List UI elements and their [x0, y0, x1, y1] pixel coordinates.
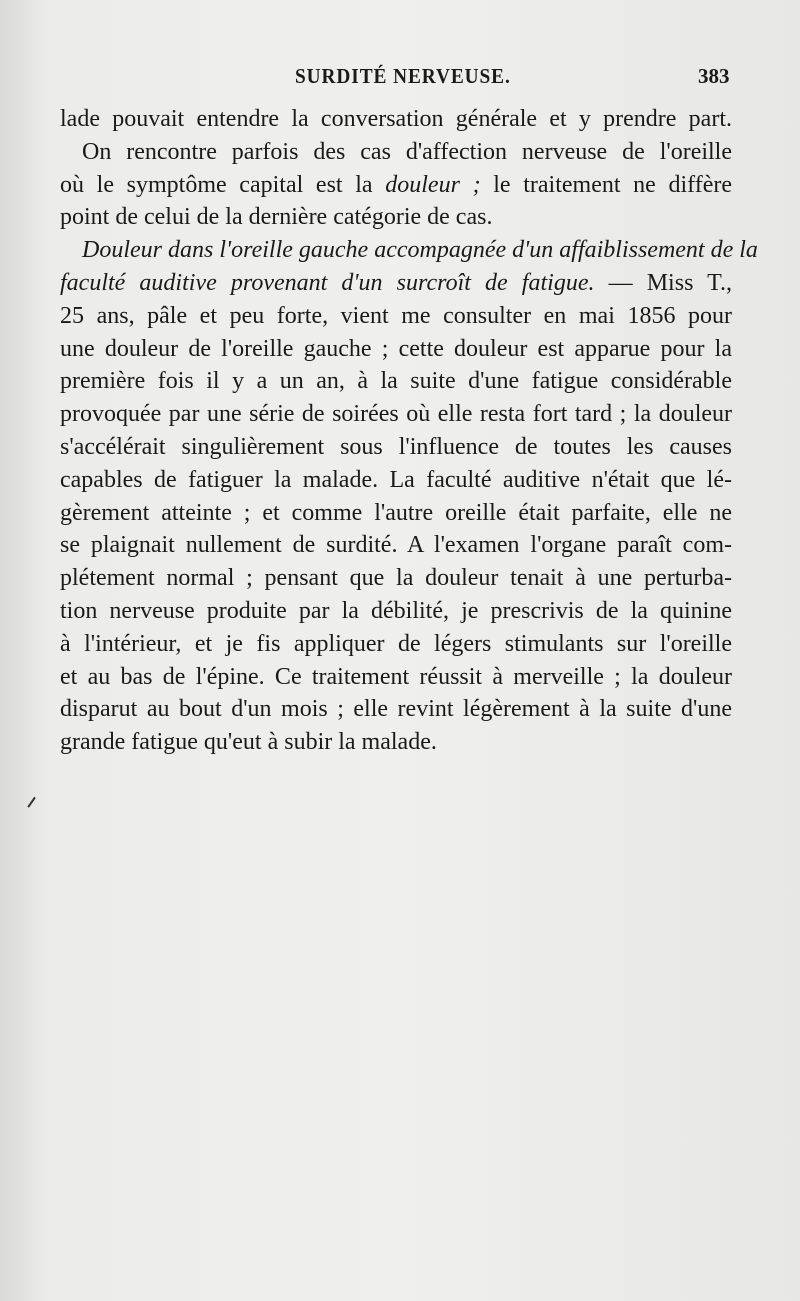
- page-header: [0, 64, 800, 94]
- text-line: gèrement atteinte ; et comme l'autre oreille était parfaite, elle ne: [60, 499, 732, 526]
- text-line: une douleur de l'oreille gauche ; cette douleur est apparue pour la: [60, 335, 732, 362]
- italic-term: douleur ;: [385, 171, 481, 198]
- text-line: tion nerveuse produite par la débilité, je prescrivis de la quinine: [60, 597, 732, 624]
- text-line: point de celui de la dernière catégorie de cas.: [60, 204, 493, 231]
- text-line: plétement normal ; pensant que la douleur tenait à une perturba-: [60, 565, 732, 592]
- text-line: lade pouvait entendre la conversation générale et y prendre part.: [60, 106, 732, 132]
- text-line: disparut au bout d'un mois ; elle revint légèrement à la suite d'une: [60, 696, 732, 723]
- text-segment: le traitement ne diffère: [480, 171, 733, 198]
- text-segment: où le symptôme capital est la: [60, 171, 386, 198]
- text-line: première fois il y a un an, à la suite d'une fatigue considérable: [60, 368, 732, 395]
- case-title-line: faculté auditive provenant d'un surcroît de fatigue.: [60, 269, 595, 296]
- text-segment: — Miss T.,: [594, 269, 732, 296]
- pencil-mark: [27, 797, 40, 811]
- text-line: à l'intérieur, et je fis appliquer de légers stimulants sur l'oreille: [60, 630, 732, 657]
- page-number: 383: [698, 64, 730, 88]
- running-head: SURDITÉ NERVEUSE.: [295, 64, 511, 88]
- text-line: 25 ans, pâle et peu forte, vient me consulter en mai 1856 pour: [60, 302, 732, 329]
- text-line: capables de fatiguer la malade. La faculté auditive n'était que lé-: [60, 466, 732, 493]
- text-line: et au bas de l'épine. Ce traitement réussit à merveille ; la douleur: [60, 663, 732, 690]
- text-line: provoquée par une série de soirées où elle resta fort tard ; la douleur: [60, 401, 732, 428]
- body-text: [60, 103, 758, 759]
- text-line: s'accélérait singulièrement sous l'influence de toutes les causes: [60, 433, 732, 460]
- text-line: On rencontre parfois des cas d'affection nerveuse de l'oreille: [82, 138, 732, 165]
- text-line: grande fatigue qu'eut à subir la malade.: [60, 729, 437, 756]
- case-title-line: Douleur dans l'oreille gauche accompagnée d'un affaiblissement de la: [82, 237, 758, 264]
- text-line: [60, 169, 732, 202]
- text-line: [60, 267, 732, 300]
- text-line: se plaignait nullement de surdité. A l'examen l'organe paraît com-: [60, 532, 732, 559]
